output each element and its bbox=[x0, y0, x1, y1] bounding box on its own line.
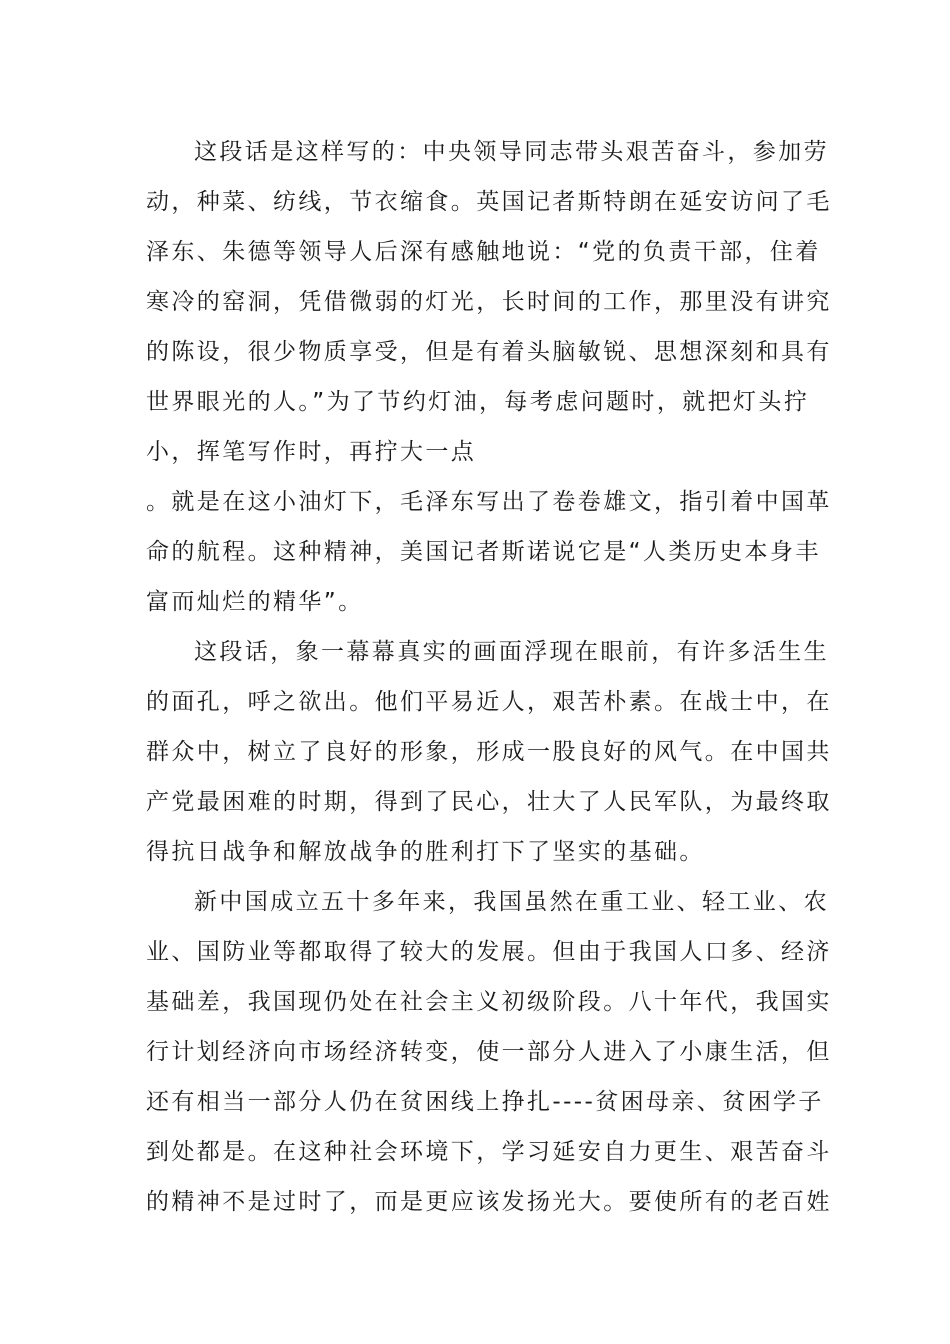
paragraph-4-line-2: 业、国防业等都取得了较大的发展。但由于我国人口多、经济 bbox=[146, 939, 832, 965]
paragraph-1-line-2: 动，种菜、纺线，节衣缩食。英国记者斯特朗在延安访问了毛 bbox=[146, 189, 832, 215]
paragraph-3-line-5: 得抗日战争和解放战争的胜利打下了坚实的基础。 bbox=[146, 839, 705, 865]
paragraph-3-line-1: 这段话，象一幕幕真实的画面浮现在眼前，有许多活生生 bbox=[194, 639, 829, 665]
paragraph-2-line-3: 富而灿烂的精华”。 bbox=[146, 589, 364, 615]
paragraph-2-line-2: 命的航程。这种精神，美国记者斯诺说它是“人类历史本身丰 bbox=[146, 539, 821, 565]
paragraph-4-line-5: 还有相当一部分人仍在贫困线上挣扎----贫困母亲、贫困学子 bbox=[146, 1089, 824, 1115]
paragraph-4-line-3: 基础差，我国现仍处在社会主义初级阶段。八十年代，我国实 bbox=[146, 989, 832, 1015]
paragraph-4-line-6: 到处都是。在这种社会环境下，学习延安自力更生、艰苦奋斗 bbox=[146, 1139, 832, 1165]
paragraph-1-line-3: 泽东、朱德等领导人后深有感触地说：“党的负责干部，住着 bbox=[146, 239, 821, 265]
paragraph-3-line-3: 群众中，树立了良好的形象，形成一股良好的风气。在中国共 bbox=[146, 739, 832, 765]
paragraph-1-line-7: 小，挥笔写作时，再拧大一点 bbox=[146, 439, 477, 465]
paragraph-1-line-4: 寒冷的窑洞，凭借微弱的灯光，长时间的工作，那里没有讲究 bbox=[146, 289, 832, 315]
paragraph-2-line-1: 。就是在这小油灯下，毛泽东写出了卷卷雄文，指引着中国革 bbox=[146, 489, 832, 515]
paragraph-1-line-6: 世界眼光的人。”为了节约灯油，每考虑问题时，就把灯头拧 bbox=[146, 389, 810, 415]
paragraph-3-line-2: 的面孔，呼之欲出。他们平易近人，艰苦朴素。在战士中，在 bbox=[146, 689, 832, 715]
paragraph-4-line-1: 新中国成立五十多年来，我国虽然在重工业、轻工业、农 bbox=[194, 889, 829, 915]
paragraph-1-line-1: 这段话是这样写的：中央领导同志带头艰苦奋斗，参加劳 bbox=[194, 139, 829, 165]
paragraph-4-line-7: 的精神不是过时了，而是更应该发扬光大。要使所有的老百姓 bbox=[146, 1189, 832, 1215]
paragraph-3-line-4: 产党最困难的时期，得到了民心，壮大了人民军队，为最终取 bbox=[146, 789, 832, 815]
paragraph-4-line-4: 行计划经济向市场经济转变，使一部分人进入了小康生活，但 bbox=[146, 1039, 832, 1065]
paragraph-1-line-5: 的陈设，很少物质享受，但是有着头脑敏锐、思想深刻和具有 bbox=[146, 339, 832, 365]
